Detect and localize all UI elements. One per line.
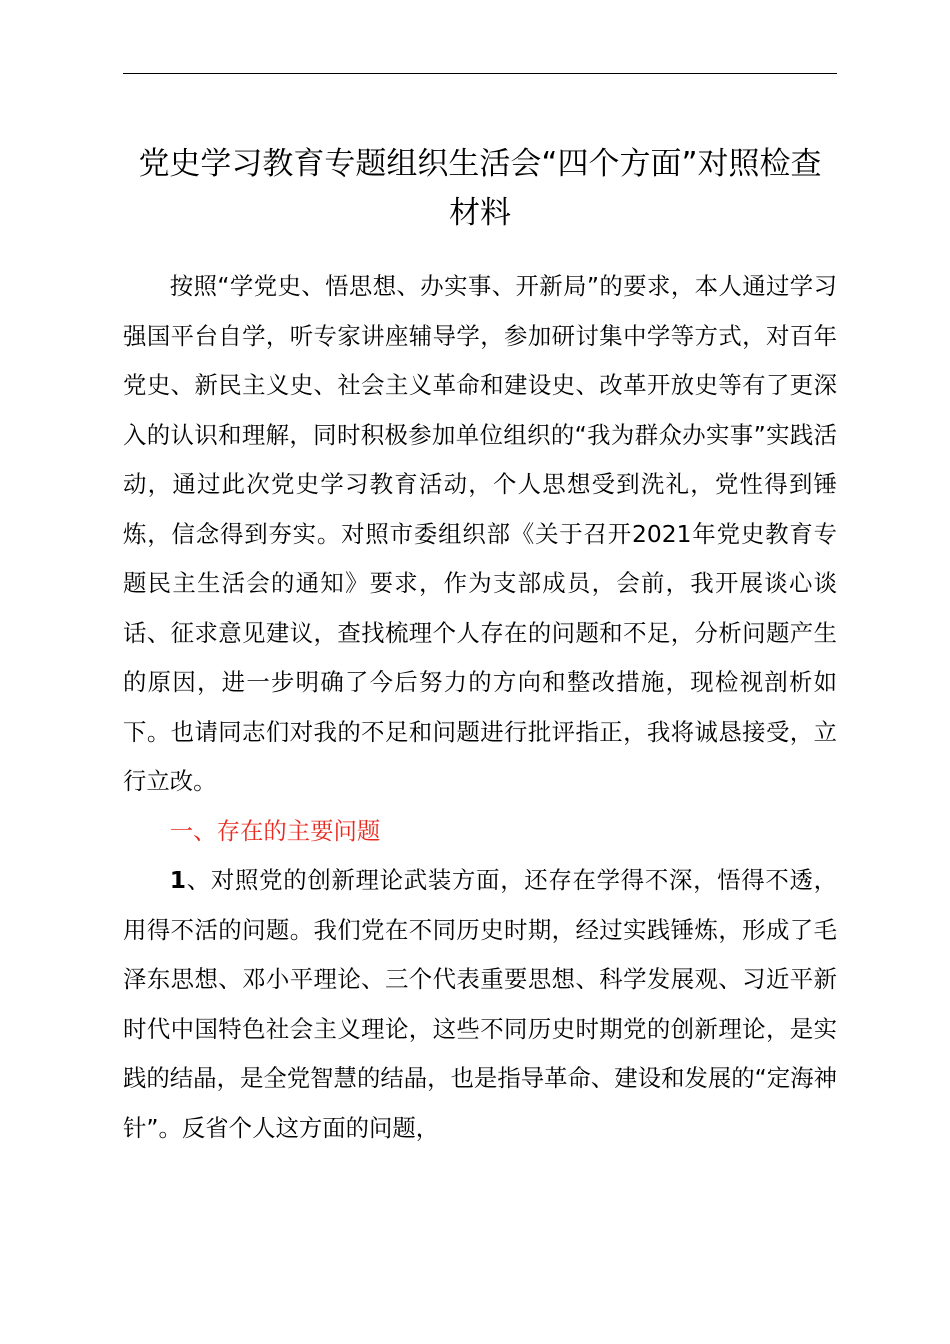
item-1-number: 1 <box>169 866 187 894</box>
item-1-text: 、对照党的创新理论武装方面，还存在学得不深，悟得不透，用得不活的问题。我们党在不同历史时期，经过实践锤炼，形成了毛泽东思想、邓小平理论、三个代表重要思想、科学发展观、习近平新时代中国特色社会主义理论，这些不同历史时期党的创新理论，是实践的结晶，是全党智慧的结晶，也是指导革命、建设和发展的“定海神针”。反省个人这方面的问题， <box>123 866 837 1142</box>
document-body <box>123 262 837 1153</box>
section-heading: 一、存在的主要问题 <box>169 816 381 845</box>
intro-paragraph: 按照“学党史、悟思想、办实事、开新局”的要求，本人通过学习强国平台自学，听专家讲座辅导学，参加研讨集中学等方式，对百年党史、新民主义史、社会主义革命和建设史、改革开放史等有了更深入的认识和理解，同时积极参加单位组织的“我为群众办实事”实践活动，通过此次党史学习教育活动，个人思想受到洗礼，党性得到锤炼，信念得到夯实。对照市委组织部《关于召开2021年党史教育专题民主生活会的通知》要求，作为支部成员，会前，我开展谈心谈话、征求意见建议，查找梳理个人存在的问题和不足，分析问题产生的原因，进一步明确了今后努力的方向和整改措施，现检视剖析如下。也请同志们对我的不足和问题进行批评指正，我将诚恳接受，立行立改。 <box>123 272 837 795</box>
item-1-paragraph <box>123 856 837 1153</box>
header-rule <box>123 73 837 74</box>
document-title: 党史学习教育专题组织生活会“四个方面”对照检查材料 <box>138 146 822 231</box>
